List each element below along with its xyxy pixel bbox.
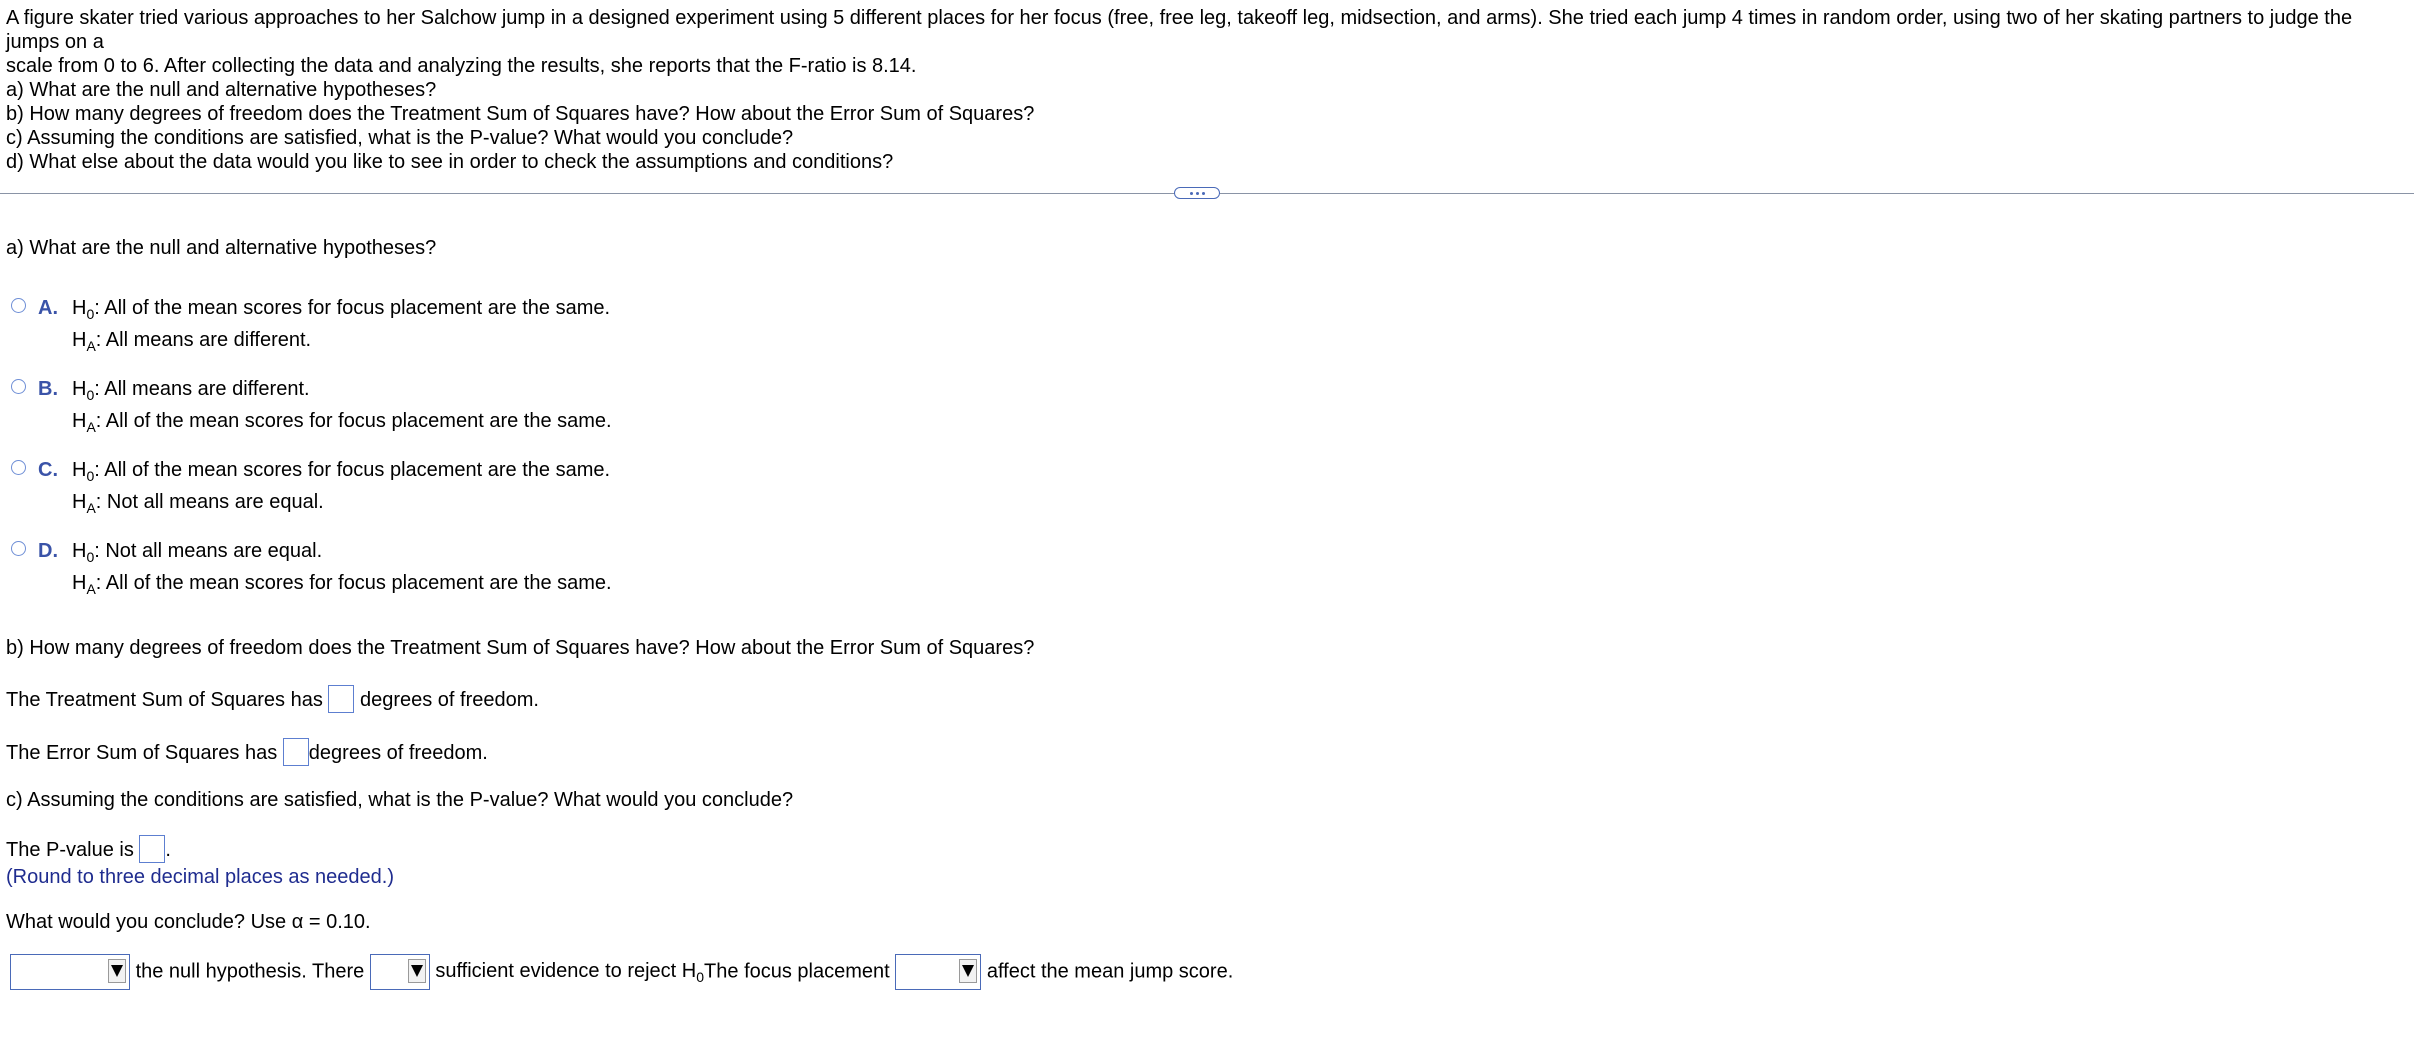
part-c-question: c) Assuming the conditions are satisfied, what is the P-value? What would you conclude?: [6, 789, 794, 811]
option-c-ha-text: : Not all means are equal.: [95, 491, 324, 513]
dropdown-arrow-icon: [108, 959, 126, 983]
ha-subscript: A: [86, 419, 96, 435]
h0-subscript: 0: [86, 549, 95, 565]
option-c-letter: C.: [38, 459, 58, 481]
treatment-df-label: The Treatment Sum of Squares has: [6, 689, 323, 711]
option-a-ha[interactable]: [72, 329, 311, 352]
radio-option-c[interactable]: [11, 460, 26, 475]
conclusion-text-2: [435, 960, 705, 986]
conclusion-text-1: the null hypothesis. There: [135, 960, 365, 983]
option-b-h0[interactable]: [72, 378, 310, 401]
option-d-ha[interactable]: [72, 572, 612, 595]
conclusion-text-4: affect the mean jump score.: [986, 960, 1234, 983]
ha-subscript: A: [86, 500, 96, 516]
option-b-ha[interactable]: [72, 410, 612, 433]
option-d-ha-text: : All of the mean scores for focus placement are the same.: [95, 572, 612, 594]
error-df-row: [6, 738, 488, 766]
error-df-label: The Error Sum of Squares has: [6, 742, 278, 764]
h0-symbol: H: [72, 297, 87, 319]
h0-subscript: 0: [696, 969, 705, 986]
option-a-ha-text: : All means are different.: [95, 329, 312, 351]
h0-subscript: 0: [86, 306, 95, 322]
pvalue-period: .: [165, 839, 171, 861]
pvalue-row: [6, 835, 171, 863]
dot-icon: [1196, 192, 1199, 195]
error-df-input[interactable]: [283, 738, 309, 766]
option-d-h0-text: : Not all means are equal.: [94, 540, 323, 562]
question-d-text: d) What else about the data would you like to see in order to check the assumptions and conditions?: [6, 151, 894, 173]
dropdown-arrow-icon: [959, 959, 977, 983]
h0-symbol: H: [72, 540, 87, 562]
pvalue-input[interactable]: [139, 835, 165, 863]
ha-symbol: H: [72, 491, 87, 513]
dot-icon: [1202, 192, 1205, 195]
conclusion-row: [10, 954, 1233, 990]
ha-symbol: H: [72, 410, 87, 432]
dropdown-arrow-icon: [408, 959, 426, 983]
ha-symbol: H: [72, 329, 87, 351]
focus-effect-select[interactable]: [895, 954, 981, 990]
radio-option-d[interactable]: [11, 541, 26, 556]
option-a-letter: A.: [38, 297, 58, 319]
option-b-ha-text: : All of the mean scores for focus placement are the same.: [95, 410, 612, 432]
question-c-text: c) Assuming the conditions are satisfied, what is the P-value? What would you conclude?: [6, 127, 794, 149]
expand-more-button[interactable]: [1174, 187, 1220, 199]
option-b-h0-text: : All means are different.: [94, 378, 310, 400]
pvalue-label: The P-value is: [6, 839, 134, 861]
problem-text-line-1: A figure skater tried various approaches to her Salchow jump in a designed experiment using 5 different places for her focus (free, free leg, takeoff leg, midsection, and arms). She tried each jump 4 times in random order, using two of her skating partners to judge the jumps on a: [6, 7, 2353, 53]
evidence-select[interactable]: [370, 954, 430, 990]
option-c-h0-text: : All of the mean scores for focus placement are the same.: [94, 459, 611, 481]
question-a-text: a) What are the null and alternative hypotheses?: [6, 79, 437, 101]
conclude-prompt: What would you conclude? Use α = 0.10.: [6, 911, 371, 933]
radio-option-a[interactable]: [11, 298, 26, 313]
option-a-h0[interactable]: [72, 297, 610, 320]
dot-icon: [1190, 192, 1193, 195]
reject-decision-select[interactable]: [10, 954, 130, 990]
treatment-df-input[interactable]: [328, 685, 354, 713]
error-df-suffix: degrees of freedom.: [308, 742, 488, 764]
question-b-text: b) How many degrees of freedom does the Treatment Sum of Squares have? How about the Error Sum of Squares?: [6, 103, 1035, 125]
ha-subscript: A: [86, 338, 96, 354]
option-d-h0[interactable]: [72, 540, 322, 563]
treatment-df-suffix: degrees of freedom.: [359, 689, 539, 711]
problem-text-line-2: scale from 0 to 6. After collecting the data and analyzing the results, she reports that the F-ratio is 8.14.: [6, 55, 917, 77]
option-b-letter: B.: [38, 378, 58, 400]
conclusion-text-2-main: sufficient evidence to reject H: [435, 960, 697, 983]
option-a-h0-text: : All of the mean scores for focus placement are the same.: [94, 297, 611, 319]
option-d-letter: D.: [38, 540, 58, 562]
part-a-question: a) What are the null and alternative hypotheses?: [6, 237, 437, 259]
option-c-h0[interactable]: [72, 459, 610, 482]
h0-symbol: H: [72, 378, 87, 400]
ha-subscript: A: [86, 581, 96, 597]
h0-symbol: H: [72, 459, 87, 481]
problem-statement: [6, 6, 2406, 174]
h0-subscript: 0: [86, 387, 95, 403]
part-b-question: b) How many degrees of freedom does the Treatment Sum of Squares have? How about the Error Sum of Squares?: [6, 637, 1035, 659]
ha-symbol: H: [72, 572, 87, 594]
treatment-df-row: [6, 685, 539, 713]
option-c-ha[interactable]: [72, 491, 324, 514]
radio-option-b[interactable]: [11, 379, 26, 394]
conclusion-text-3: The focus placement: [704, 960, 890, 983]
rounding-hint: (Round to three decimal places as needed.): [6, 866, 395, 888]
h0-subscript: 0: [86, 468, 95, 484]
